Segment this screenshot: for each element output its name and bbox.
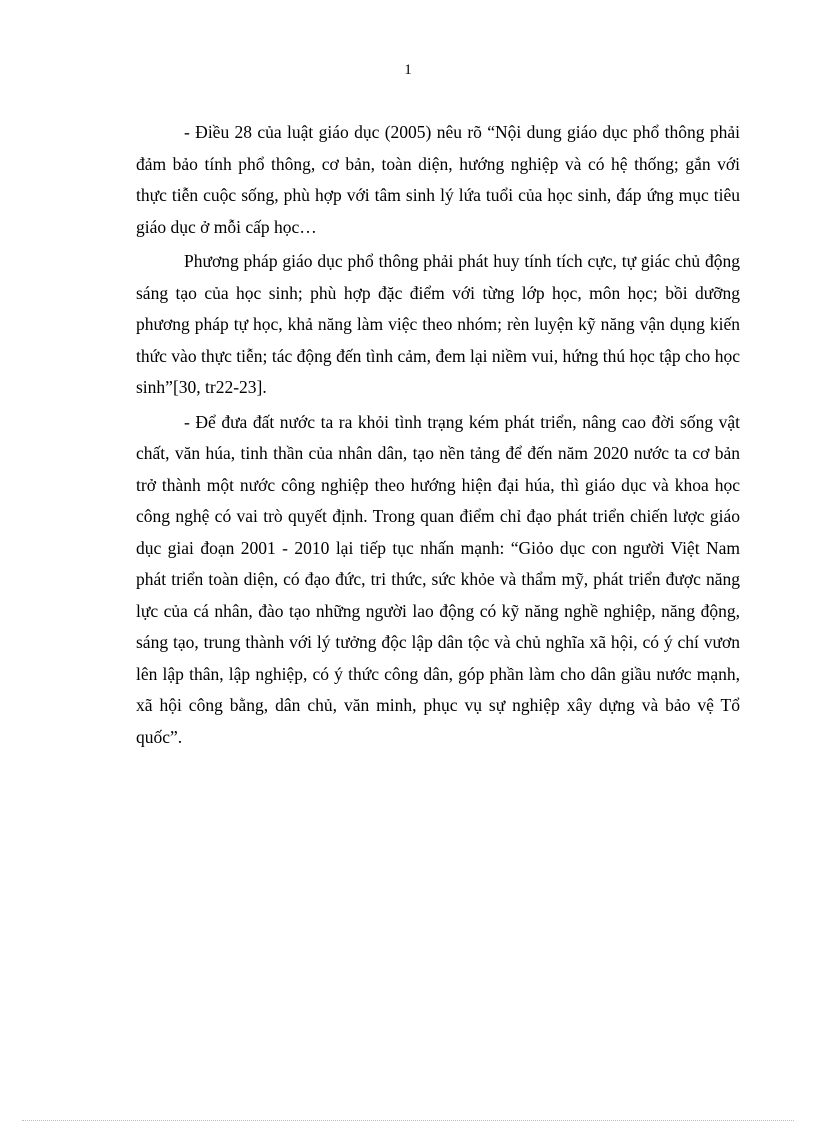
document-body xyxy=(136,117,740,756)
paragraph-development-strategy: - Để đưa đất nước ta ra khỏi tình trạng kém phát triển, nâng cao đời sống vật chất, văn húa, tinh thần của nhân dân, tạo nền tảng để đến năm 2020 nước ta cơ bản trở thành một nước công nghiệp theo hướng hiện đại húa, thì giáo dục và khoa học công nghệ có vai trò quyết định. Trong quan điểm chỉ đạo phát triển chiến lược giáo dục giai đoạn 2001 - 2010 lại tiếp tục nhấn mạnh: “Giỏo dục con người Việt Nam phát triển toàn diện, có đạo đức, tri thức, sức khỏe và thẩm mỹ, phát triển được năng lực của cá nhân, đào tạo những người lao động có kỹ năng nghề nghiệp, năng động, sáng tạo, trung thành với lý tưởng độc lập dân tộc và chủ nghĩa xã hội, có ý chí vươn lên lập thân, lập nghiệp, có ý thức công dân, góp phần làm cho dân giầu nước mạnh, xã hội công bằng, dân chủ, văn minh, phục vụ sự nghiệp xây dựng và bảo vệ Tổ quốc”. xyxy=(136,411,740,747)
paragraph-teaching-methods: Phương pháp giáo dục phổ thông phải phát huy tính tích cực, tự giác chủ động sáng tạo của học sinh; phù hợp đặc điểm với từng lớp học, môn học; bồi dưỡng phương pháp tự học, khả năng làm việc theo nhóm; rèn luyện kỹ năng vận dụng kiến thức vào thực tiễn; tác động đến tình cảm, đem lại niềm vui, hứng thú học tập cho học sinh”[30, tr22-23]. xyxy=(136,251,740,397)
page-number: 1 xyxy=(404,62,412,78)
paragraph-article-28: - Điều 28 của luật giáo dục (2005) nêu rõ “Nội dung giáo dục phổ thông phải đảm bảo tính phổ thông, cơ bản, toàn diện, hướng nghiệp và có hệ thống; gắn với thực tiễn cuộc sống, phù hợp với tâm sinh lý lứa tuổi của học sinh, đáp ứng mục tiêu giáo dục ở mỗi cấp học… xyxy=(136,122,740,237)
page-bottom-divider xyxy=(22,1120,794,1121)
